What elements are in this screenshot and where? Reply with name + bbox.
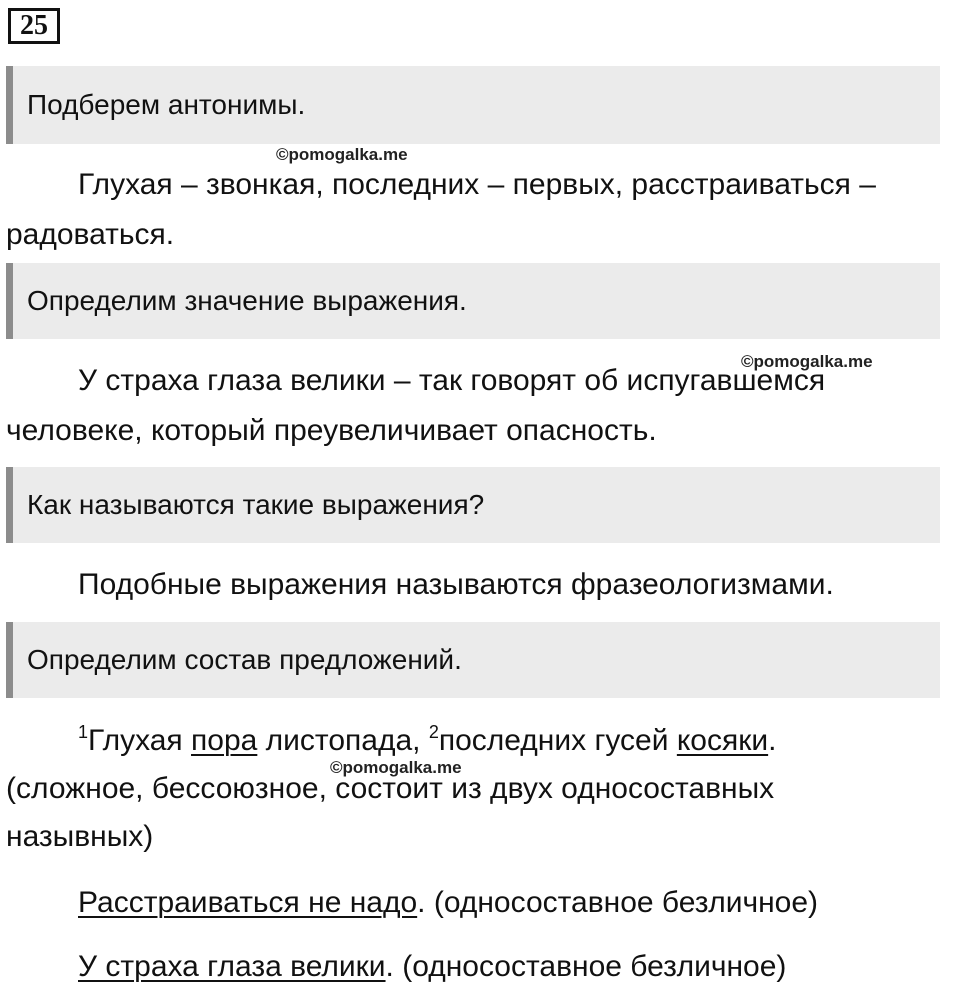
question-text-4: Определим состав предложений. bbox=[27, 644, 462, 675]
watermark: ©pomogalka.me bbox=[741, 352, 873, 371]
question-bar-1 bbox=[6, 66, 940, 144]
subject-underlined-2: косяки bbox=[676, 724, 769, 757]
analysis-line-4 bbox=[78, 878, 818, 928]
subject-underlined-1: пора bbox=[191, 724, 258, 757]
clause-number-2: 2 bbox=[428, 722, 439, 742]
answer-line-1-1: Глухая – звонкая, последних – первых, расстраиваться – bbox=[78, 168, 876, 201]
answer-line-2-1: У страха глаза велики – так говорят об испугавшемся bbox=[78, 364, 826, 397]
text-fragment: последних гусей bbox=[438, 724, 677, 757]
analysis-line-3: назывных) bbox=[6, 820, 154, 853]
text-fragment: Глухая bbox=[88, 724, 192, 757]
question-text-2: Определим значение выражения. bbox=[27, 285, 467, 316]
answer-line-2-2: человеке, который преувеличивает опасность. bbox=[6, 414, 657, 447]
question-bar-2 bbox=[6, 263, 940, 339]
text-fragment: . (односоставное безличное) bbox=[385, 950, 787, 983]
answer-line-3-1: Подобные выражения называются фразеологизмами. bbox=[78, 568, 834, 601]
analysis-line-5 bbox=[78, 942, 786, 992]
watermark: ©pomogalka.me bbox=[330, 758, 462, 777]
question-bar-3 bbox=[6, 467, 940, 543]
text-fragment: . bbox=[768, 724, 777, 757]
answer-line-1-2: радоваться. bbox=[6, 218, 175, 251]
clause-number-1: 1 bbox=[78, 722, 89, 742]
question-bar-4 bbox=[6, 622, 940, 698]
task-number: 25 bbox=[8, 8, 60, 44]
watermark: ©pomogalka.me bbox=[276, 145, 408, 164]
predicate-underlined-2: У страха глаза велики bbox=[78, 950, 386, 983]
question-text-1: Подберем антонимы. bbox=[27, 89, 306, 120]
analysis-line-2: (сложное, бессоюзное, состоит из двух односоставных bbox=[6, 772, 775, 805]
text-fragment: листопада, bbox=[257, 724, 429, 757]
predicate-underlined-1: Расстраиваться не надо bbox=[78, 886, 418, 919]
text-fragment: . (односоставное безличное) bbox=[417, 886, 819, 919]
question-text-3: Как называются такие выражения? bbox=[27, 489, 485, 520]
